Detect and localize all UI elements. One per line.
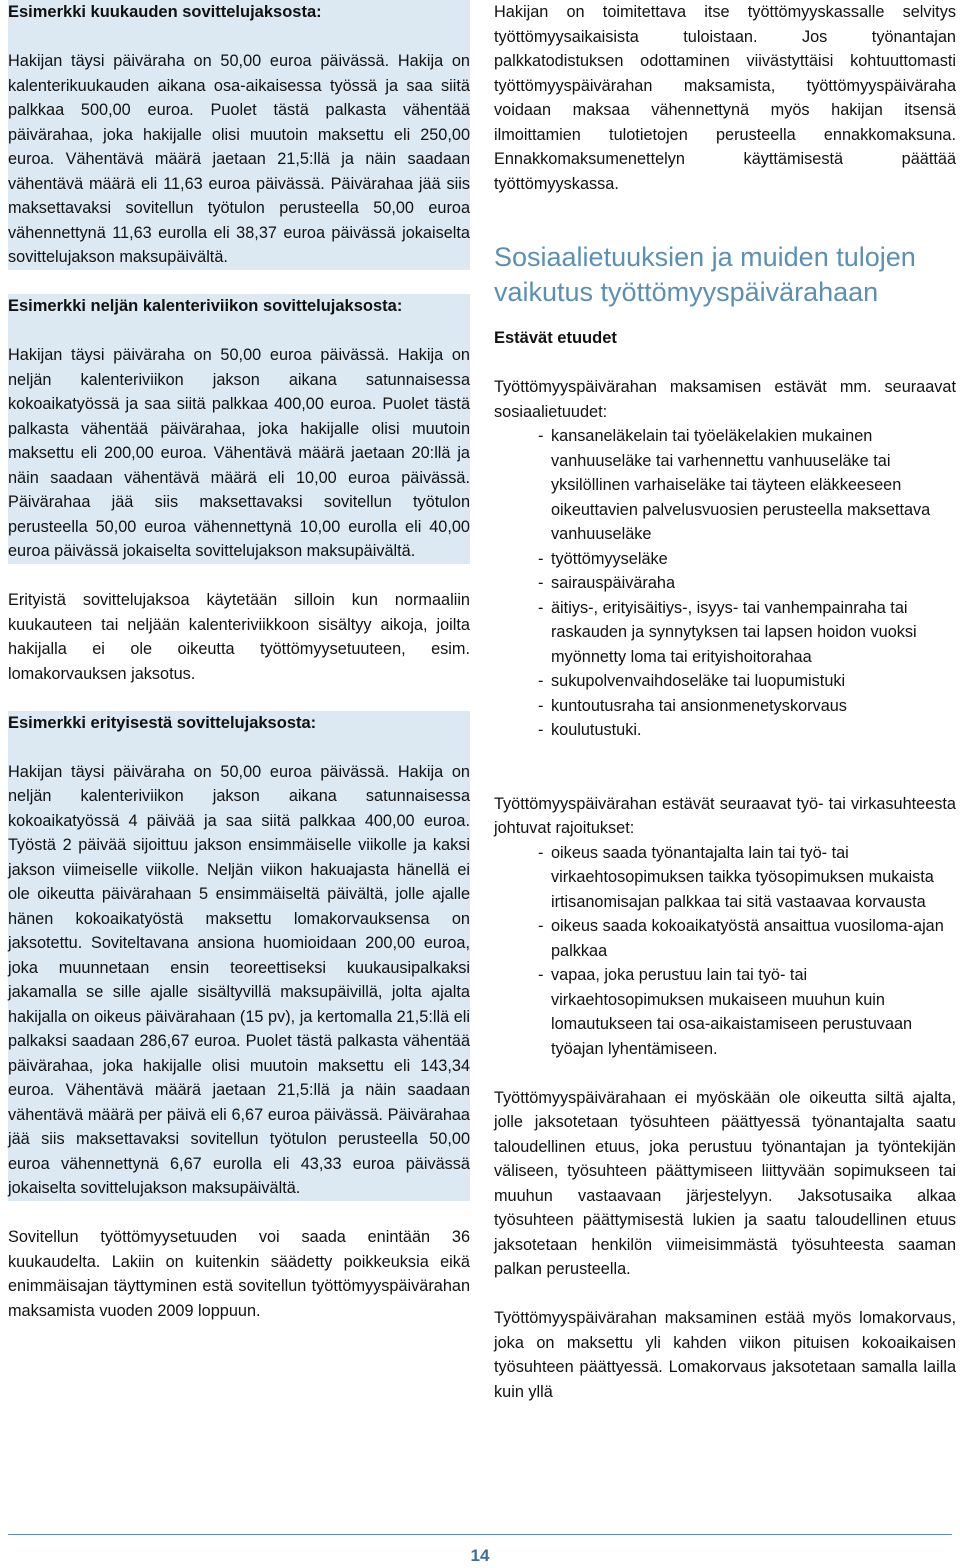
income-report-paragraph: Hakijan on toimitettava itse työttömyyskassalle selvitys työttömyysaikaisista tuloistaan. Jos työnantajan palkkatodistuksen odottaminen viivästyttäisi kohtuuttomasti työttömyyspäivärahan maksamista, työttömyyspäiväraha voidaan maksaa vähennettynä myös hakijan itsensä ilmoittamien tulotietojen perusteella ennakkomaksuna. Ennakkomaksumenettelyn käyttämisestä päättää työttömyyskassa. [494,3,956,193]
benefits-intro: Työttömyyspäivärahan maksamisen estävät mm. seuraavat sosiaalietuudet: [494,378,956,421]
list-item: - vapaa, joka perustuu lain tai työ- tai virkaehtosopimuksen mukaiseen muuhun kuin lomautukseen tai osa-aikaistamiseen perustuvaan työajan lyhentämiseen. [538,963,956,1061]
page-number: 14 [470,1546,490,1565]
example-four-weeks-heading: Esimerkki neljän kalenteriviikon sovittelujaksosta: [8,297,403,315]
example-monthly-text: Hakijan täysi päiväraha on 50,00 euroa päivässä. Hakija on kalenterikuukauden aikana osa-aikaisessa työssä ja saa siitä palkkaa 500,00 euroa. Puolet tästä palkasta vähentää päivärahaa, joka hakijalle olisi muutoin maksettu eli 250,00 euroa. Vähentävä määrä jaetaan 21,5:llä ja näin saadaan vähentävä määrä eli 11,63 euroa päivässä. Päivärahaa jää siis maksettavaksi sovitellun työtulon perusteella 50,00 euroa vähennettynä 11,63 eurolla eli 38,37 euroa päivässä jokaiselta sovittelujakson maksupäivältä. [8,52,470,266]
list-item: - oikeus saada työnantajalta lain tai työ- tai virkaehtosopimuksen taikka työsopimuksen mukaista irtisanomisajan palkkaa tai sitä vastaavaa korvausta [538,841,956,915]
employment-restrictions-list [494,841,956,1062]
footer-divider [8,1534,952,1535]
example-box-four-weeks [8,294,470,564]
list-item: - äitiys-, erityisäitiys-, isyys- tai vanhempainraha tai raskauden ja synnytyksen tai lapsen hoidon vuoksi myönnetty loma tai erityishoitorahaa [538,596,956,670]
example-box-special [8,711,470,1201]
example-four-weeks-text: Hakijan täysi päiväraha on 50,00 euroa päivässä. Hakija on neljän kalenteriviikon jakson aikana satunnaisessa kokoaikatyössä ja saa siitä palkkaa 400,00 euroa. Puolet tästä palkasta vähentää päivärahaa, joka hakijalle olisi muutoin maksettu eli 200,00 euroa. Vähentävä määrä jaetaan 20:llä ja näin saadaan vähentävä määrä eli 10,00 euroa päivässä. Päivärahaa jää siis maksettavaksi sovitellun työtulon perusteella 50,00 euroa vähennettynä 10,00 eurolla eli 40,00 euroa päivässä jokaiselta sovittelujakson maksupäivältä. [8,346,470,560]
list-item: - sukupolvenvaihdoseläke tai luopumistuki [538,669,956,694]
financial-benefit-paragraph: Työttömyyspäivärahaan ei myöskään ole oikeutta siltä ajalta, jolle jaksotetaan työsuhteen päättyessä työnantajalta saatu taloudellinen etuus, joka perustuu työnantajan ja työntekijän väliseen, työsuhteen päättymiseen liittyvään sopimukseen tai muuhun vastaavaan järjestelyyn. Jaksotusaika alkaa työsuhteen päättymisestä lukien ja saatu taloudellinen etuus jaksotetaan henkilön viimeisimmästä työsuhteesta saaman palkan perusteella. [494,1088,956,1278]
example-special-heading: Esimerkki erityisestä sovittelujaksosta: [8,713,317,732]
list-item: - oikeus saada kokoaikatyöstä ansaittua vuosiloma-ajan palkkaa [538,914,956,963]
special-period-paragraph: Erityistä sovittelujaksoa käytetään silloin kun normaaliin kuukauteen tai neljään kalenteriviikkoon sisältyy aikoja, joilta hakijalla ei ole oikeutta työttömyysetuuteen, esim. lomakorvauksen jaksotus. [8,591,470,683]
section-title: Sosiaalietuuksien ja muiden tulojen vaikutus työttömyyspäivärahaan [494,242,916,307]
list-item: - koulutustuki. [538,718,956,743]
holiday-compensation-paragraph: Työttömyyspäivärahan maksaminen estää myös lomakorvaus, joka on maksettu yli kahden viikon pituisen kokoaikaisen työsuhteen päättyessä. Lomakorvaus jaksotetaan samalla lailla kuin yllä [494,1309,956,1401]
right-column [494,0,956,1404]
preventing-benefits-heading: Estävät etuudet [494,329,617,347]
example-special-text: Hakijan täysi päiväraha on 50,00 euroa päivässä. Hakija on neljän kalenteriviikon jakson aikana satunnaisessa kokoaikatyössä 4 päivää ja saa siitä palkkaa 400,00 euroa. Työstä 2 päivää sijoittuu jakson ensimmäiselle viikolle ja kaksi jakson viimeiselle viikolle. Neljän viikon hakuajasta hänellä ei ole oikeutta päivärahaan 5 ensimmäiseltä päivältä, jolle ajalle hänen kokoaikatyöstä maksettu lomakorvauksensa on jaksotettu. Soviteltavana ansiona huomioidaan 200,00 euroa, joka muunnetaan ensin teoreettiseksi kuukausipalkaksi jakamalla se sille ajalle sisältyvillä maksupäivillä, jolta ajalta hakijalla on oikeus päivärahaan (15 pv), ja kertomalla 21,5:llä eli palkaksi saadaan 286,67 euroa. Puolet tästä palkasta vähentää päivärahaa, joka hakijalle olisi muutoin maksettu eli 143,34 euroa. Vähentävä määrä jaetaan 21,5:llä ja näin saadaan vähentävä määrä per päivä eli 6,67 euroa päivässä. Päivärahaa jää siis maksettavaksi sovitellun työtulon perusteella 50,00 euroa vähennettynä 6,67 eurolla eli 43,33 euroa päivässä jokaiselta sovittelujakson maksupäivältä. [8,762,470,1197]
list-item: - kuntoutusraha tai ansionmenetyskorvaus [538,694,956,719]
max-duration-paragraph: Sovitellun työttömyysetuuden voi saada enintään 36 kuukaudelta. Lakiin on kuitenkin säädetty poikkeuksia eikä enimmäisajan täyttyminen estä sovitellun työttömyyspäivärahan maksamista vuoden 2009 loppuun. [8,1228,470,1320]
benefits-list [494,424,956,743]
list-item: - työttömyyseläke [538,547,956,572]
example-monthly-heading: Esimerkki kuukauden sovittelujaksosta: [8,3,322,21]
example-box-monthly [8,0,470,270]
list-item: - kansaneläkelain tai työeläkelakien mukainen vanhuuseläke tai varhennettu vanhuuseläke tai yksilöllinen varhaiseläke tai täyteen eläkkeeseen oikeuttavien palvelusvuosien perusteella maksettava vanhuuseläke [538,424,956,547]
left-column [8,0,470,1323]
list-item: - sairauspäiväraha [538,571,956,596]
employment-restrictions-intro: Työttömyyspäivärahan estävät seuraavat työ- tai virkasuhteesta johtuvat rajoitukset: [494,794,956,837]
